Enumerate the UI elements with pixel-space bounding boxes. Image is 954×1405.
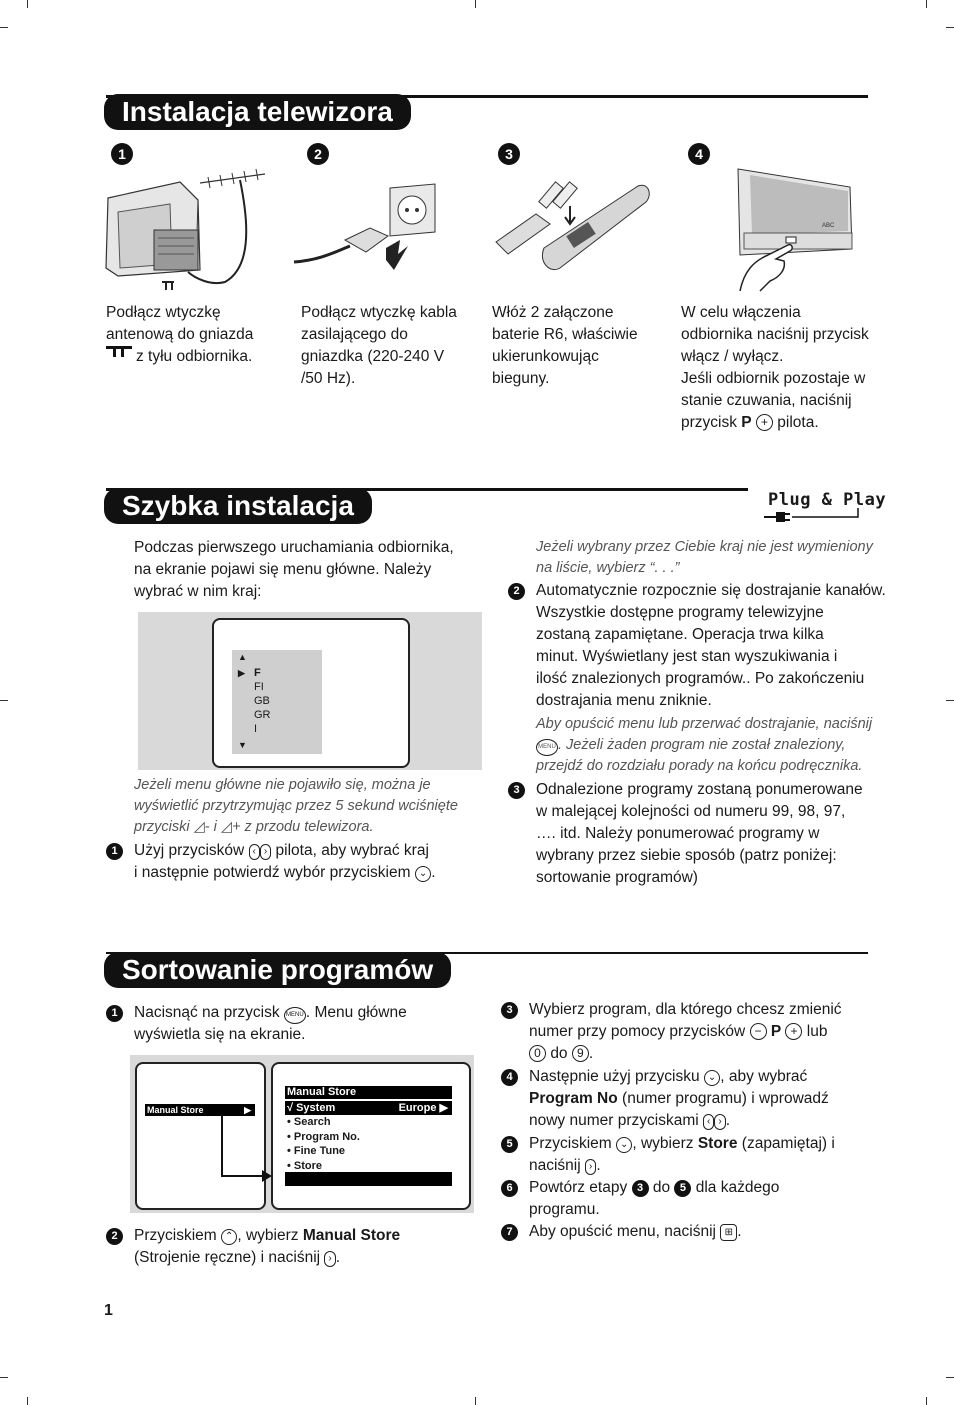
menu-item-fine-tune[interactable]: • Fine Tune xyxy=(287,1145,346,1157)
plus-key-icon: + xyxy=(785,1023,802,1040)
selection-cursor: ▶ xyxy=(238,668,245,678)
power-plug-illustration xyxy=(290,180,450,280)
antenna-socket-icon xyxy=(106,346,132,359)
crop-mark xyxy=(475,1397,476,1405)
down-key-icon: ⌄ xyxy=(704,1070,720,1086)
step-number: 3 xyxy=(501,1001,518,1019)
arrow-right-icon: ▶ xyxy=(244,1105,251,1115)
section-title-sort: Sortowanie programów xyxy=(104,952,451,988)
country-item[interactable]: GB xyxy=(254,695,270,707)
crop-mark xyxy=(27,0,28,8)
quick-intro: Podczas pierwszego uruchamiania odbiornika, na ekranie pojawi się menu główne. Należy wybrać w nim kraj: xyxy=(134,539,454,600)
down-key-icon: ⌄ xyxy=(616,1137,632,1153)
step-number: 2 xyxy=(106,1227,123,1245)
quick-step-3: Odnalezione programy zostaną ponumerowane w malejącej kolejności od numeru 99, 98, 97, …. itd. Należy ponumerować programy w wybrany przez siebie sposób (patrz poniżej: sortowanie programów) xyxy=(536,781,863,886)
right-key-icon: › xyxy=(585,1159,596,1175)
install-step-2-text: Podłącz wtyczkę kabla zasilającego do gniazdka (220-240 V /50 Hz). xyxy=(301,304,457,387)
menu-item-search[interactable]: • Search xyxy=(287,1116,331,1128)
crop-mark xyxy=(946,27,954,28)
step-number: 3 xyxy=(508,781,525,799)
volume-icon: ◿ xyxy=(193,819,205,835)
right-key-icon: › xyxy=(324,1251,335,1267)
remote-batteries-illustration xyxy=(488,172,658,277)
left-key-icon: ‹ xyxy=(249,844,260,860)
crop-mark xyxy=(926,1397,927,1405)
install-step-3-text: Włóż 2 załączone baterie R6, właściwie ukierunkowując bieguny. xyxy=(492,304,638,387)
install-step-1-text: Podłącz wtyczkę antenową do gniazda z tyłu odbiornika. xyxy=(106,304,254,365)
sort-step-5: Przyciskiem ⌄ , wybierz Store (zapamiętaj) i naciśnij › . xyxy=(529,1135,835,1174)
install-step-4-text: W celu włączenia odbiornika naciśnij przycisk włącz / wyłącz. Jeśli odbiornik pozostaje w stanie czuwania, naciśnij przycisk P + pilota. xyxy=(681,304,869,431)
country-item[interactable]: FI xyxy=(254,681,264,693)
plug-icon xyxy=(762,506,862,526)
manual-store-title: Manual Store xyxy=(285,1086,452,1099)
step-number: 1 xyxy=(106,1004,123,1022)
scroll-up-arrow[interactable]: ▲ xyxy=(238,652,247,662)
digit-9-key-icon: 9 xyxy=(572,1045,589,1062)
quick-step-1: Użyj przycisków ‹ › pilota, aby wybrać kraj i następnie potwierdź wybór przyciskiem ⌄ . xyxy=(134,842,436,881)
sort-step-6: Powtórz etapy 3 do 5 dla każdego programu. xyxy=(529,1179,780,1218)
quick-step-2: Automatycznie rozpocznie się dostrajanie kanałów. Wszystkie dostępne programy telewizyjne zostaną zapamiętane. Operacja trwa kilka minut. Wyświetlany jest stan wyszukiwania i ilość znalezionych programów.. Po zakończeniu dostrajania menu zniknie. xyxy=(536,582,886,709)
menu-item-system[interactable]: √ System Europe ▶ xyxy=(285,1101,452,1115)
step-number: 5 xyxy=(501,1135,518,1153)
crop-mark xyxy=(0,700,8,701)
plus-key-icon: + xyxy=(756,414,773,431)
tv-antenna-illustration xyxy=(100,168,280,293)
tv-power-button-illustration xyxy=(730,165,860,295)
down-key-icon: ⌄ xyxy=(415,866,431,882)
menu-footer-bar xyxy=(285,1172,452,1186)
crop-mark xyxy=(946,1377,954,1378)
country-list xyxy=(232,650,322,754)
quick-note: Jeżeli menu główne nie pojawiło się, można je wyświetlić przytrzymując przez 5 sekund wciśnięte przyciski ◿- i ◿+ z przodu telewizora. xyxy=(134,777,458,835)
step-number: 4 xyxy=(688,143,710,165)
plug-and-play-logo: Plug & Play xyxy=(768,490,887,510)
country-menu-screen xyxy=(212,618,410,768)
sort-step-7: Aby opuścić menu, naciśnij ⊞ . xyxy=(529,1223,742,1240)
step-number: 1 xyxy=(111,143,133,165)
menu-key-icon: MENU xyxy=(284,1007,306,1024)
sort-step-1: Nacisnąć na przycisk MENU . Menu główne wyświetla się na ekranie. xyxy=(134,1004,407,1043)
step-number: 2 xyxy=(508,582,525,600)
crop-mark xyxy=(926,0,927,8)
sort-step-4: Następnie użyj przycisku ⌄ , aby wybrać Program No (numer programu) i wprowadź nowy numer przyciskami ‹ › . xyxy=(529,1068,829,1129)
country-item[interactable]: I xyxy=(254,723,258,735)
step-number: 7 xyxy=(501,1223,518,1241)
menu-key-icon: MENU xyxy=(536,739,558,756)
country-item[interactable]: F xyxy=(254,667,261,679)
menu-item-manual-store[interactable]: Manual Store ▶ xyxy=(145,1104,255,1116)
crop-mark xyxy=(0,1377,8,1378)
country-item[interactable]: GR xyxy=(254,709,271,721)
quick-right-note: Jeżeli wybrany przez Ciebie kraj nie jest wymieniony na liście, wybierz “. . .” xyxy=(536,539,873,576)
volume-icon: ◿ xyxy=(220,819,233,835)
sort-step-3: Wybierz program, dla którego chcesz zmienić numer przy pomocy przycisków − P + lub 0 do 9 . xyxy=(529,1001,842,1062)
step-number: 1 xyxy=(106,842,123,860)
crop-mark xyxy=(0,27,8,28)
left-key-icon: ‹ xyxy=(703,1114,714,1130)
up-key-icon: ⌃ xyxy=(221,1229,237,1245)
step-number: 4 xyxy=(501,1068,518,1086)
step-number: 6 xyxy=(501,1179,518,1197)
crop-mark xyxy=(27,1397,28,1405)
quick-step-2-note: Aby opuścić menu lub przerwać dostrajanie, naciśnij MENU . Jeżeli żaden program nie został znaleziony, przejdź do rozdziału porady na końcu podręcznika. xyxy=(536,716,873,774)
manual-store-menu-screen xyxy=(271,1062,471,1210)
page-number: 1 xyxy=(104,1302,113,1319)
exit-key-icon: ⊞ xyxy=(720,1224,737,1241)
sort-step-2: Przyciskiem ⌃ , wybierz Manual Store (Strojenie ręczne) i naciśnij › . xyxy=(134,1227,401,1266)
menu-arrow-connector xyxy=(200,1110,280,1186)
right-key-icon: › xyxy=(260,844,271,860)
minus-key-icon: − xyxy=(750,1023,767,1040)
step-number: 3 xyxy=(498,143,520,165)
section-title-quick: Szybka instalacja xyxy=(104,488,372,524)
crop-mark xyxy=(475,0,476,8)
scroll-down-arrow[interactable]: ▼ xyxy=(238,740,247,750)
right-key-icon: › xyxy=(714,1114,725,1130)
step-number: 2 xyxy=(307,143,329,165)
section-title-install: Instalacja telewizora xyxy=(104,94,411,130)
menu-item-program-no[interactable]: • Program No. xyxy=(287,1130,360,1143)
menu-item-store[interactable]: • Store xyxy=(287,1159,323,1172)
svg-text:ABC: ABC xyxy=(822,223,835,229)
crop-mark xyxy=(946,700,954,701)
digit-0-key-icon: 0 xyxy=(529,1045,546,1062)
